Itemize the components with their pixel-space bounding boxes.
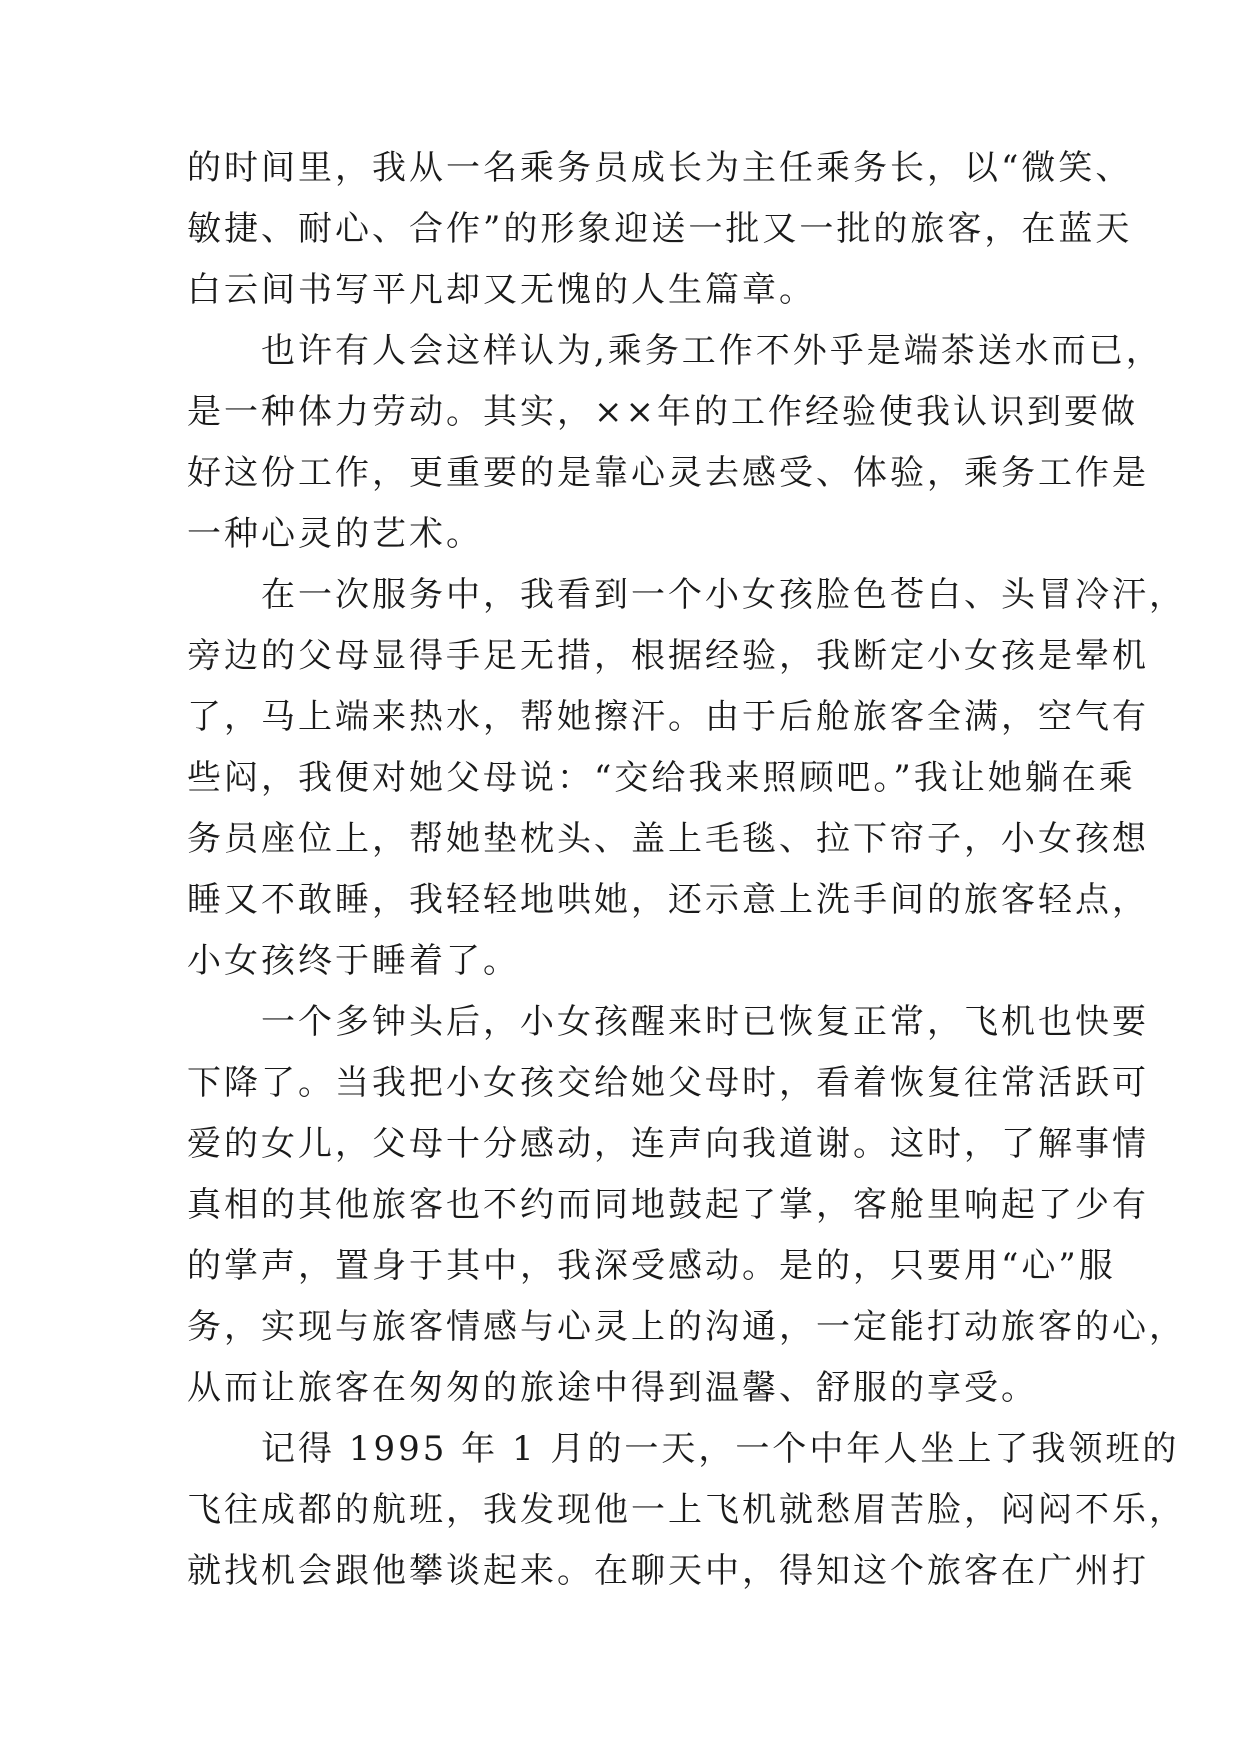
text-line: 睡又不敢睡，我轻轻地哄她，还示意上洗手间的旅客轻点，	[187, 880, 1149, 920]
text-line: 的时间里，我从一名乘务员成长为主任乘务长，以“微笑、	[187, 148, 1133, 188]
text-line: 从而让旅客在匆匆的旅途中得到温馨、舒服的享受。	[187, 1368, 1038, 1408]
text-line: 敏捷、耐心、合作”的形象迎送一批又一批的旅客，在蓝天	[187, 209, 1133, 249]
text-line: 好这份工作，更重要的是靠心灵去感受、体验，乘务工作是	[187, 453, 1149, 493]
text-line: 在一次服务中，我看到一个小女孩脸色苍白、头冒冷汗，	[187, 575, 1186, 615]
text-line: 下降了。当我把小女孩交给她父母时，看着恢复往常活跃可	[187, 1063, 1149, 1103]
text-line: 飞往成都的航班，我发现他一上飞机就愁眉苦脸，闷闷不乐，	[187, 1490, 1186, 1530]
text-line: 白云间书写平凡却又无愧的人生篇章。	[187, 270, 816, 310]
text-line: 务员座位上，帮她垫枕头、盖上毛毯、拉下帘子，小女孩想	[187, 819, 1149, 859]
text-line: 也许有人会这样认为,乘务工作不外乎是端茶送水而已，	[187, 331, 1163, 371]
text-line: 小女孩终于睡着了。	[187, 941, 520, 981]
text-line: 的掌声，置身于其中，我深受感动。是的，只要用“心”服	[187, 1246, 1116, 1286]
text-line: 一个多钟头后，小女孩醒来时已恢复正常，飞机也快要	[187, 1002, 1149, 1042]
text-line: 一种心灵的艺术。	[187, 514, 483, 554]
text-line: 务，实现与旅客情感与心灵上的沟通，一定能打动旅客的心，	[187, 1307, 1186, 1347]
text-line: 真相的其他旅客也不约而同地鼓起了掌，客舱里响起了少有	[187, 1185, 1149, 1225]
text-line: 旁边的父母显得手足无措，根据经验，我断定小女孩是晕机	[187, 636, 1149, 676]
body-text	[187, 138, 1186, 1602]
text-line: 了，马上端来热水，帮她擦汗。由于后舱旅客全满，空气有	[187, 697, 1149, 737]
text-line: 记得 1995 年 1 月的一天，一个中年人坐上了我领班的	[187, 1429, 1180, 1469]
text-line: 就找机会跟他攀谈起来。在聊天中，得知这个旅客在广州打	[187, 1551, 1149, 1591]
text-line: 些闷，我便对她父母说：“交给我来照顾吧。”我让她躺在乘	[187, 758, 1136, 798]
text-line: 爱的女儿，父母十分感动，连声向我道谢。这时，了解事情	[187, 1124, 1149, 1164]
text-line: 是一种体力劳动。其实，××年的工作经验使我认识到要做	[187, 392, 1138, 432]
